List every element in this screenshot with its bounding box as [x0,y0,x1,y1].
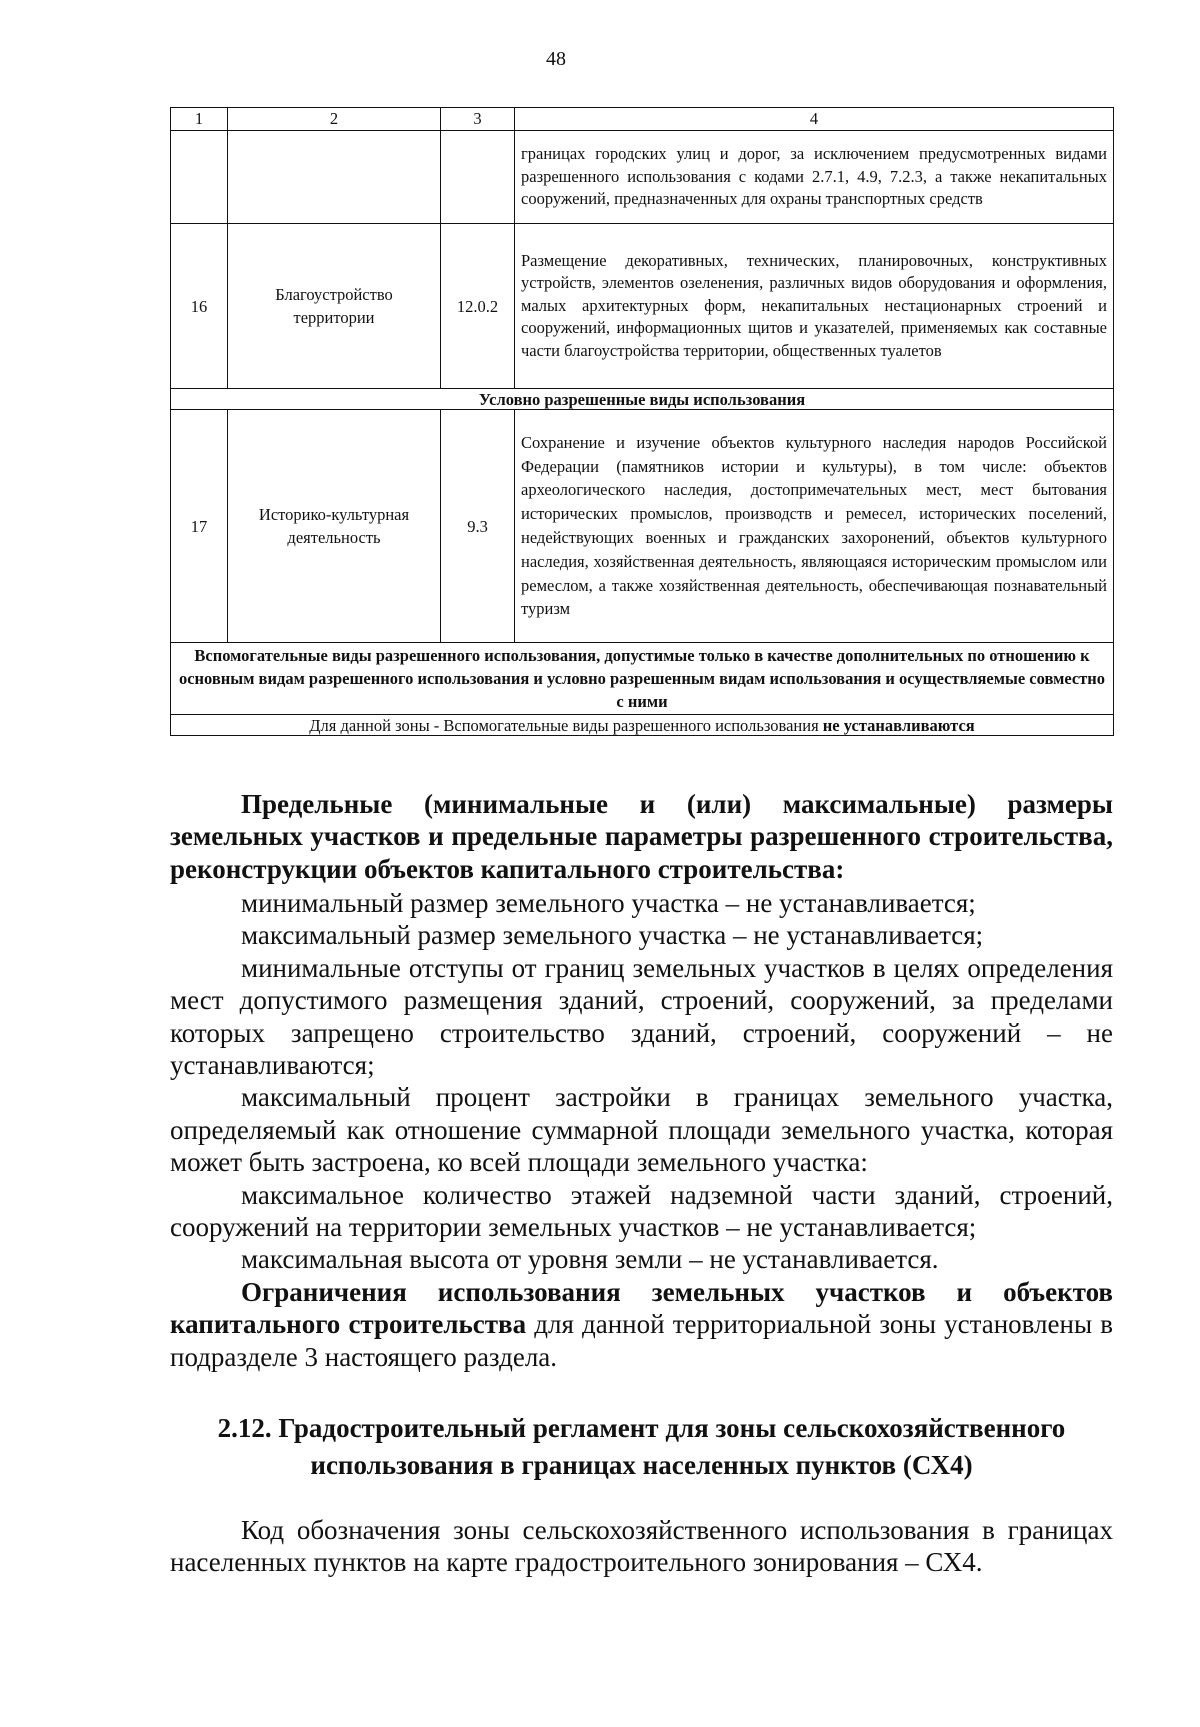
header-col-1: 1 [171,108,228,131]
section-title-auxiliary: Вспомогательные виды разрешенного использования, допустимые только в качестве дополнительных по отношению к основным видам разрешенного использования и условно разрешенным видам использования и осуществляемые совместно с ними [171,643,1114,715]
restrictions-bold: Ограничения использования земельных участков и объектов капитального строительства [170,1276,1113,1340]
limits-heading: Предельные (минимальные и (или) максимальные) размеры земельных участков и предельные параметры разрешенного строительства, реконструкции объектов капитального строительства: [170,789,1113,884]
limit-item: максимальное количество этажей надземной части зданий, строений, сооружений на территории земельных участков – не устанавливается; [170,1179,1113,1243]
use-type-name: Историко-культурная деятельность [228,410,441,643]
note-row [171,715,1114,736]
use-type-description: Сохранение и изучение объектов культурного наследия народов Российской Федерации (памятников истории и культуры), в том числе: объектов археологического наследия, достопримечательных мест, мест бытования исторических промыслов, производств и ремесел, исторических поселений, недействующих военных и гражданских захоронений, объектов культурного наследия, хозяйственная деятельность, являющаяся историческим промыслом или ремеслом, а также хозяйственная деятельность, обеспечивающая познавательный туризм [515,410,1114,643]
zone-code-block [170,1514,1113,1579]
section-row-conditional [171,389,1114,410]
page-number: 48 [546,48,566,70]
section-row-auxiliary [171,643,1114,715]
auxiliary-note [171,715,1114,736]
table-row-continuation [171,131,1114,224]
restrictions-rest: для данной территориальной зоны установлены в подразделе 3 настоящего раздела. [170,1309,1113,1372]
note-prefix: Для данной зоны - Вспомогательные виды разрешенного использования [309,715,823,735]
limit-item: максимальная высота от уровня земли – не устанавливается. [241,1244,939,1275]
note-emphasis: не устанавливаются [822,715,975,735]
limit-item: минимальные отступы от границ земельных участков в целях определения мест допустимого размещения зданий, строений, сооружений, за пределами которых запрещено строительство зданий, строений, сооружений – не устанавливаются; [170,952,1113,1081]
row-number: 16 [171,224,228,389]
land-use-table [170,107,1114,736]
continuation-description: границах городских улиц и дорог, за исключением предусмотренных видами разрешенного использования с кодами 2.7.1, 4.9, 7.2.3, а также некапитальных сооружений, предназначенных для охраны транспортных средств [515,131,1114,224]
row-number: 17 [171,410,228,643]
table-row-16 [171,224,1114,389]
section-2-12-heading: 2.12. Градостроительный регламент для зоны сельскохозяйственного использования в границах населенных пунктов (СХ4) [217,1413,1066,1480]
use-type-code: 9.3 [441,410,515,643]
use-type-name: Благоустройство территории [228,224,441,389]
header-col-3: 3 [441,108,515,131]
use-type-code: 12.0.2 [441,224,515,389]
use-type-description: Размещение декоративных, технических, планировочных, конструктивных устройств, элементов озеленения, различных видов оборудования и оформления, малых архитектурных форм, некапитальных нестационарных строений и сооружений, информационных щитов и указателей, применяемых как составные части благоустройства территории, общественных туалетов [515,224,1114,389]
restrictions-paragraph [170,1276,1113,1373]
limits-heading-block [170,788,1113,885]
section-title-conditional: Условно разрешенные виды использования [171,389,1114,410]
header-col-4: 4 [515,108,1114,131]
limit-item: минимальный размер земельного участка – не устанавливается; [241,888,976,918]
limit-item: максимальный размер земельного участка – не устанавливается; [241,920,984,951]
limits-list [170,887,1113,1373]
limit-item: максимальный процент застройки в границах земельного участка, определяемый как отношение суммарной площади земельного участка, которая может быть застроена, ко всей площади земельного участка: [170,1082,1113,1178]
table-row-17 [171,410,1114,643]
header-col-2: 2 [228,108,441,131]
table-header-row [171,108,1114,131]
zone-code-paragraph: Код обозначения зоны сельскохозяйственного использования в границах населенных пунктов на карте градостроительного зонирования – СХ4. [170,1515,1113,1578]
